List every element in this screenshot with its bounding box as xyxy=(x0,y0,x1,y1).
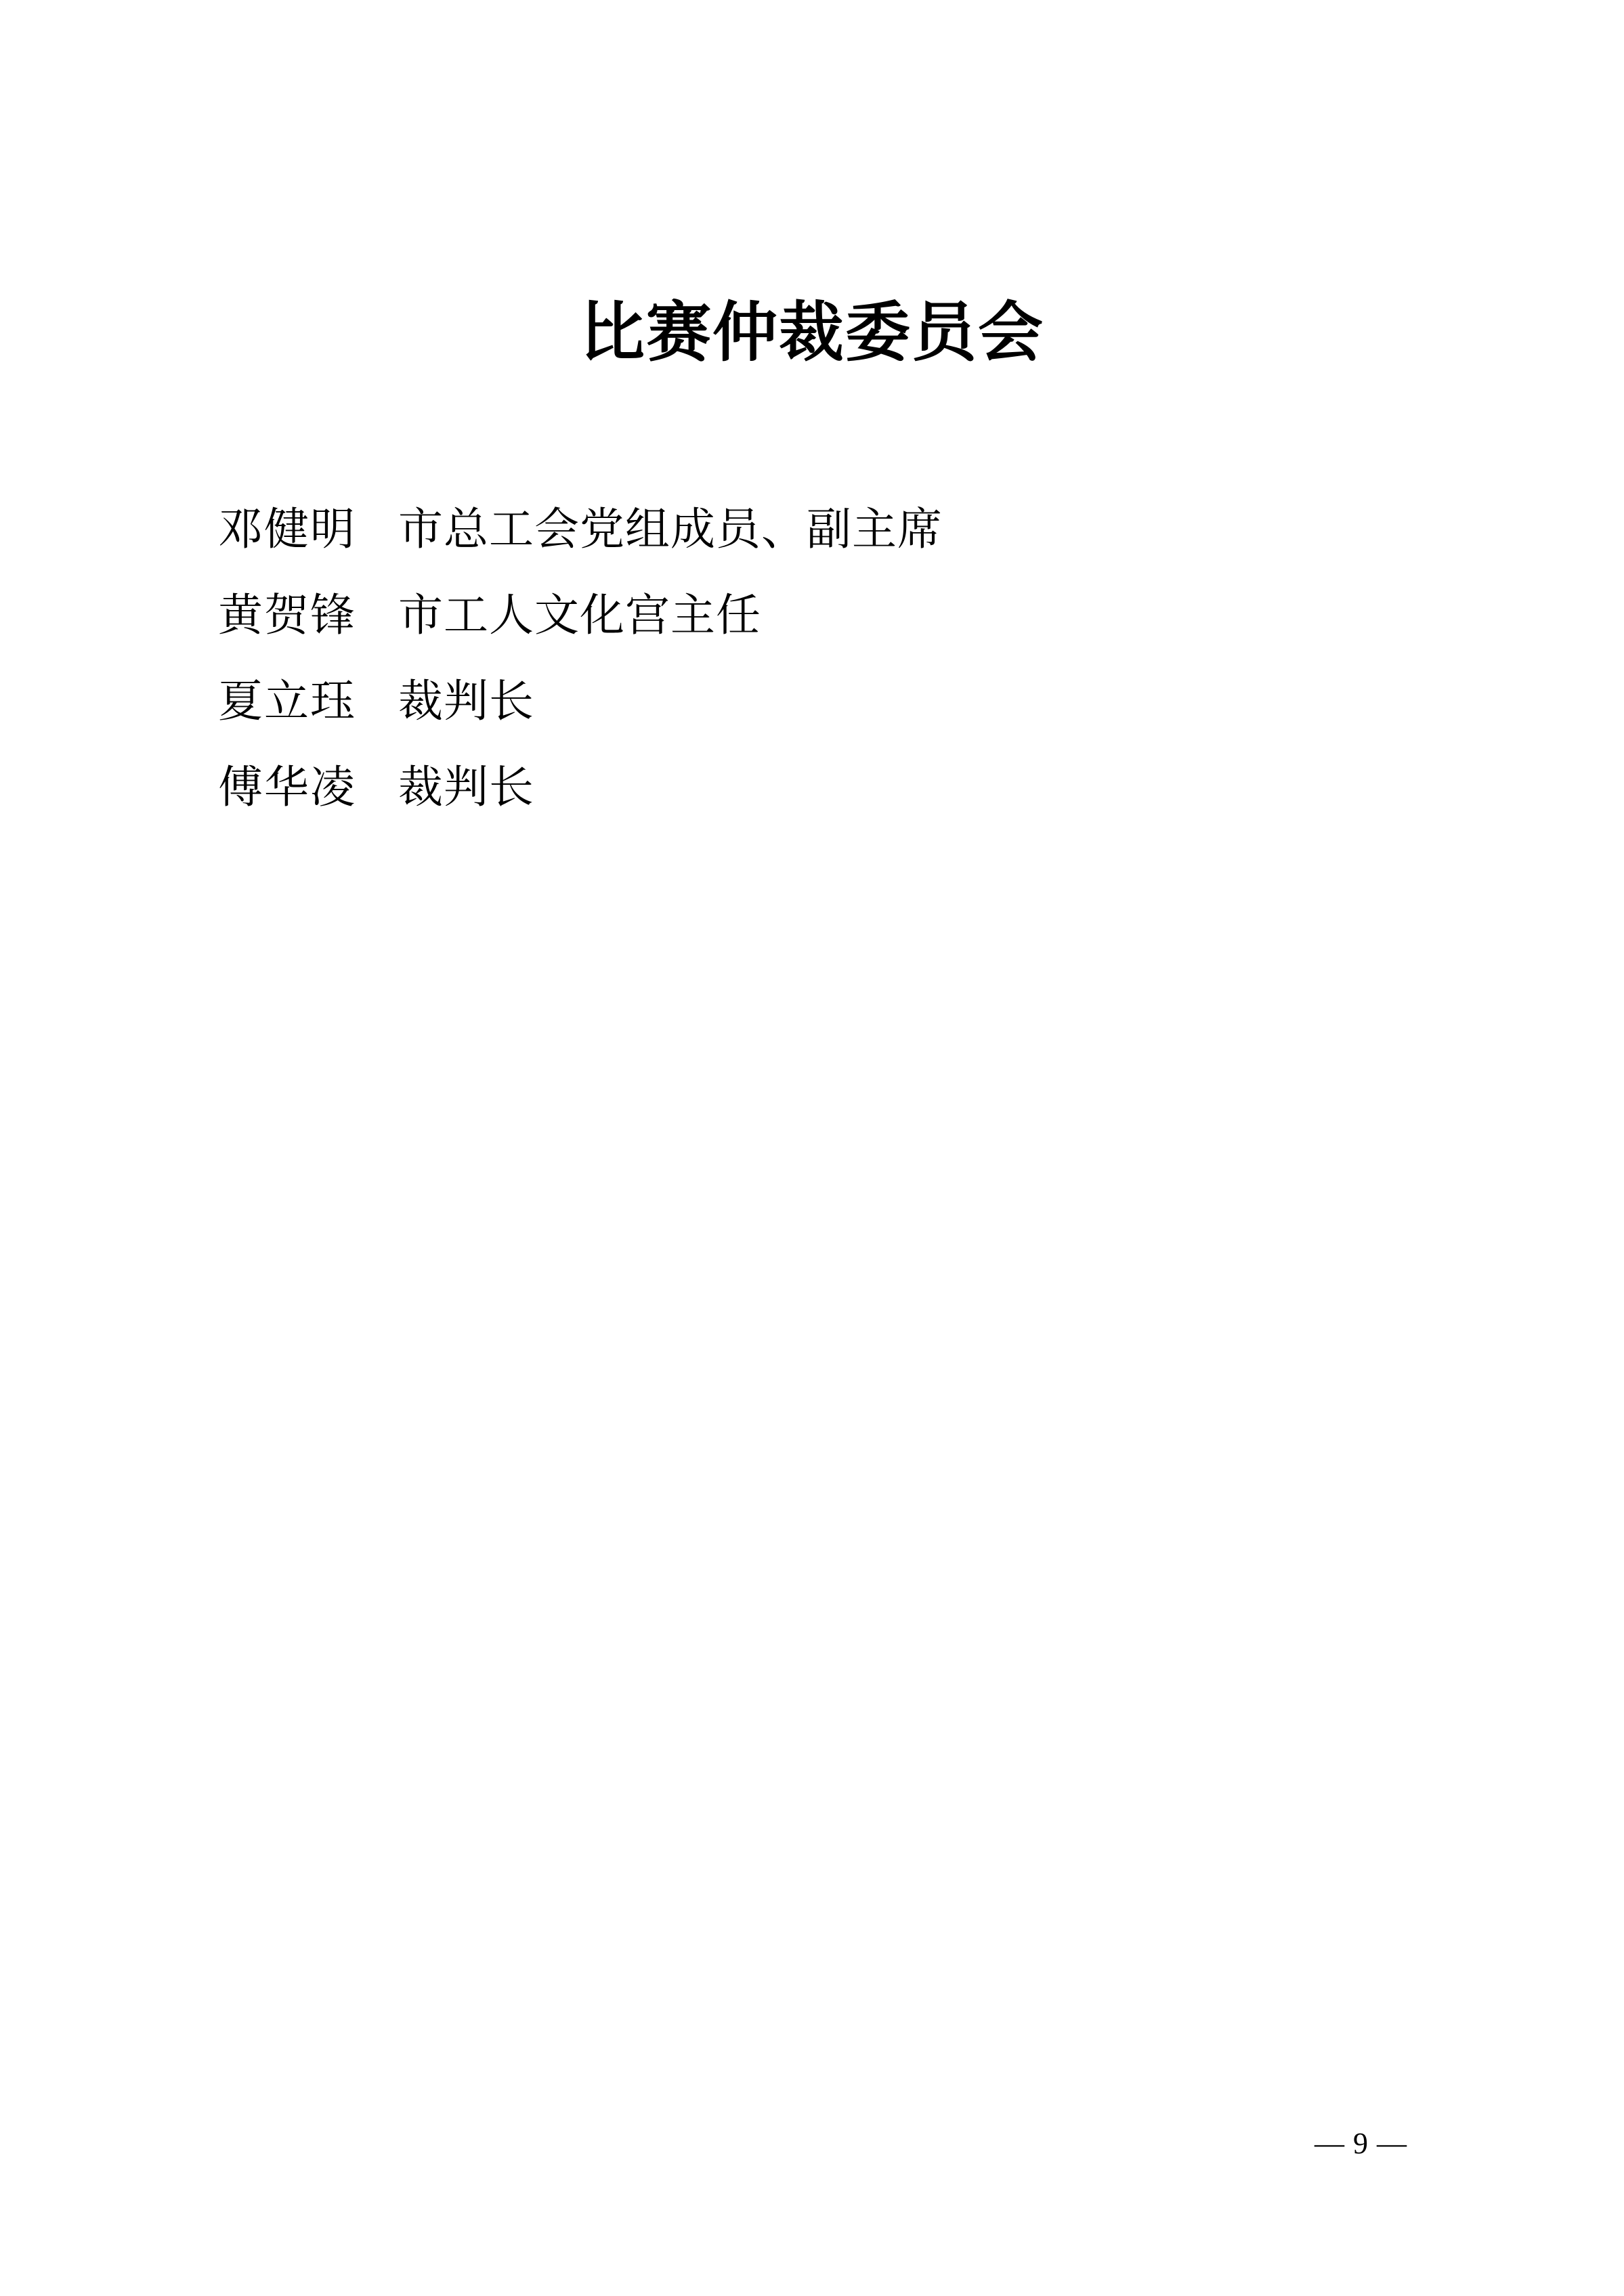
member-name: 夏立珏 xyxy=(218,677,356,727)
list-item xyxy=(218,568,1410,654)
member-role: 市总工会党组成员、副主席 xyxy=(398,505,943,555)
member-name: 邓健明 xyxy=(218,505,356,555)
member-name: 黄贺锋 xyxy=(218,591,356,641)
member-role: 市工人文化宫主任 xyxy=(398,591,761,641)
page-title: 比赛仲裁委员会 xyxy=(580,297,1044,369)
page-number: — 9 — xyxy=(1315,2127,1407,2160)
member-role: 裁判长 xyxy=(398,763,534,813)
member-list xyxy=(218,482,1410,826)
member-role: 裁判长 xyxy=(398,677,534,727)
list-item xyxy=(218,482,1410,568)
list-item xyxy=(218,654,1410,740)
member-name: 傅华凌 xyxy=(218,763,356,813)
list-item xyxy=(218,740,1410,826)
